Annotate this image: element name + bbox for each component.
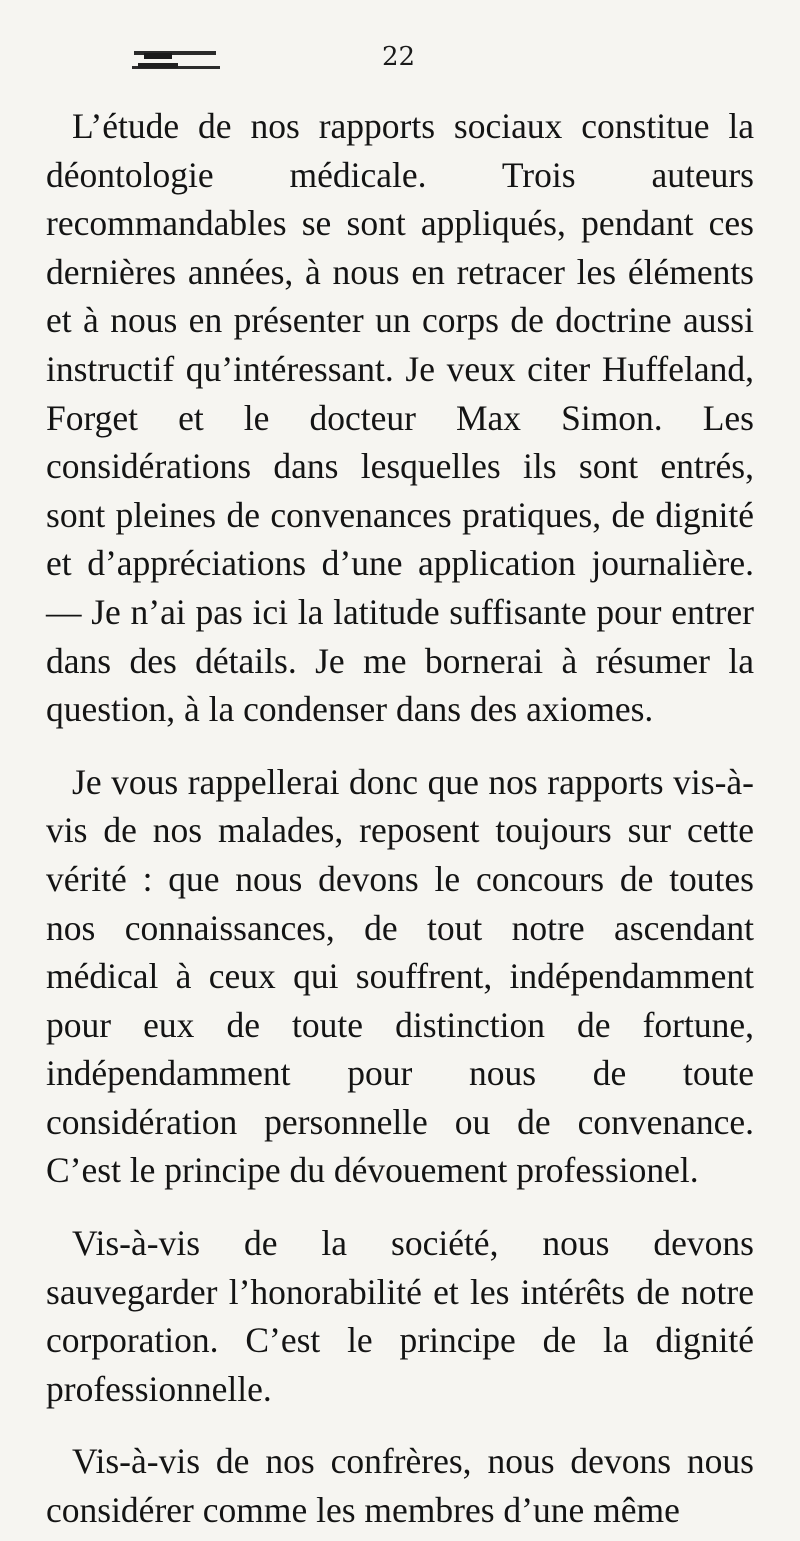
page-header	[0, 38, 800, 78]
paragraph-1: L’étude de nos rapports sociaux constitue la déontologie médicale. Trois auteurs recommandables se sont appliqués, pendant ces dernières années, à nous en retracer les éléments et à nous en présenter un corps de doctrine aussi instructif qu’intéressant. Je veux citer Huffeland, Forget et le docteur Max Simon. Les considérations dans lesquelles ils sont entrés, sont pleines de convenances pratiques, de dignité et d’appréciations d’une application journalière. — Je n’ai pas ici la latitude suffisante pour entrer dans des détails. Je me bornerai à résumer la question, à la condenser dans des axiomes.	[46, 106, 754, 730]
paragraph-3: Vis-à-vis de la société, nous devons sauvegarder l’honorabilité et les intérêts de notre corporation. C’est le principe de la dignité professionnelle.	[46, 1223, 754, 1409]
printer-ornament	[128, 48, 224, 74]
paragraph-2: Je vous rappellerai donc que nos rapports vis-à-vis de nos malades, reposent toujours sur cette vérité : que nous devons le concours de toutes nos connaissances, de tout notre ascendant médical à ceux qui souffrent, indépendamment pour eux de toute distinction de fortune, indépendamment pour nous de toute considération personnelle ou de convenance. C’est le principe du dévouement professionel.	[46, 761, 754, 1191]
page-number: 22	[382, 42, 416, 72]
page-body	[46, 102, 754, 1535]
paragraph-4: Vis-à-vis de nos confrères, nous devons nous considérer comme les membres d’une même	[46, 1441, 754, 1531]
